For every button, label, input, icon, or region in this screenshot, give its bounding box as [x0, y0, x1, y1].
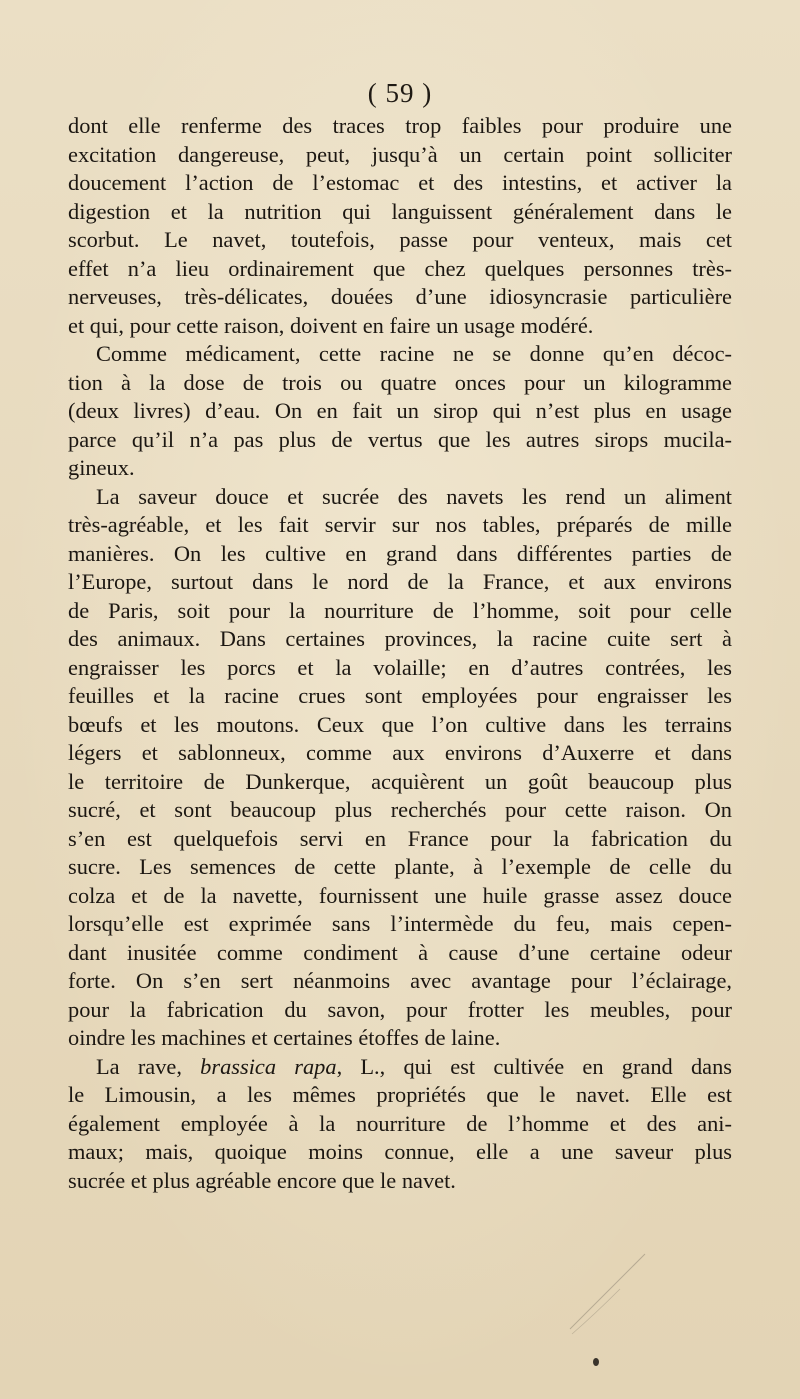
text-line: des animaux. Dans certaines provinces, la racine cuite sert à: [68, 626, 732, 651]
text-line: sucre. Les semences de cette plante, à l’exemple de celle du: [68, 854, 732, 879]
main-paragraphs: [68, 112, 732, 1053]
text-line: pour la fabrication du savon, pour frotter les meubles, pour: [68, 996, 732, 1022]
text-line: bœufs et les moutons. Ceux que l’on cultive dans les terrains: [68, 711, 732, 737]
pencil-mark-decoration: [560, 1249, 650, 1339]
body-text: [68, 112, 732, 1195]
text-line: maux; mais, quoique moins connue, elle a une saveur plus: [68, 1139, 732, 1164]
text-line: engraisser les porcs et la volaille; en d’autres contrées, les: [68, 654, 732, 680]
text-line: scorbut. Le navet, toutefois, passe pour venteux, mais cet: [68, 227, 732, 252]
text-line: légers et sablonneux, comme aux environs d’Auxerre et dans: [68, 740, 732, 765]
text-line: également employée à la nourriture de l’homme et des ani-: [68, 1110, 732, 1136]
text-line: lorsqu’elle est exprimée sans l’intermède du feu, mais cepen-: [68, 911, 732, 936]
text-line: manières. On les cultive en grand dans différentes parties de: [68, 540, 732, 566]
text-line: parce qu’il n’a pas plus de vertus que les autres sirops mucila-: [68, 426, 732, 452]
rave-paragraph: [68, 1053, 732, 1196]
text-line: doucement l’action de l’estomac et des intestins, et activer la: [68, 170, 732, 195]
text-line: de Paris, soit pour la nourriture de l’homme, soit pour celle: [68, 597, 732, 623]
text-line: nerveuses, très-délicates, douées d’une idiosyncrasie particulière: [68, 284, 732, 309]
rave-first-line-after: , L., qui est cultivée en grand dans: [336, 1053, 732, 1079]
text-line: oindre les machines et certaines étoffes de laine.: [68, 1025, 501, 1050]
text-line: dant inusitée comme condiment à cause d’une certaine odeur: [68, 939, 732, 965]
text-line: sucré, et sont beaucoup plus recherchés pour cette raison. On: [68, 797, 732, 822]
ink-spot: [593, 1358, 599, 1366]
text-line: gineux.: [68, 455, 135, 480]
text-line: et qui, pour cette raison, doivent en faire un usage modéré.: [68, 312, 594, 338]
text-line: effet n’a lieu ordinairement que chez quelques personnes très-: [68, 255, 732, 281]
text-line: sucrée et plus agréable encore que le navet.: [68, 1167, 456, 1193]
text-line: forte. On s’en sert néanmoins avec avantage pour l’éclairage,: [68, 968, 732, 993]
text-line: très-agréable, et les fait servir sur nos tables, préparés de mille: [68, 512, 732, 537]
text-line: feuilles et la racine crues sont employées pour engraisser les: [68, 683, 732, 708]
text-line: dont elle renferme des traces trop faibles pour produire une: [68, 113, 732, 138]
text-line: Comme médicament, cette racine ne se donne qu’en décoc-: [96, 341, 732, 366]
text-line: La saveur douce et sucrée des navets les rend un aliment: [96, 483, 732, 509]
species-name: brassica rapa: [200, 1053, 337, 1079]
text-line: le territoire de Dunkerque, acquièrent un goût beaucoup plus: [68, 768, 732, 794]
text-line: [68, 1053, 732, 1082]
page-number: ( 59 ): [367, 78, 433, 108]
text-line: l’Europe, surtout dans le nord de la France, et aux environs: [68, 569, 732, 594]
text-line: tion à la dose de trois ou quatre onces pour un kilogramme: [68, 369, 732, 395]
text-line: (deux livres) d’eau. On en fait un sirop qui n’est plus en usage: [68, 398, 732, 423]
text-line: le Limousin, a les mêmes propriétés que le navet. Elle est: [68, 1082, 732, 1107]
text-line: colza et de la navette, fournissent une huile grasse assez douce: [68, 882, 732, 908]
text-line: digestion et la nutrition qui languissent généralement dans le: [68, 198, 732, 224]
rave-first-line-before: La rave,: [96, 1053, 201, 1079]
text-line: s’en est quelquefois servi en France pour la fabrication du: [68, 825, 732, 851]
text-line: excitation dangereuse, peut, jusqu’à un certain point solliciter: [68, 141, 732, 167]
